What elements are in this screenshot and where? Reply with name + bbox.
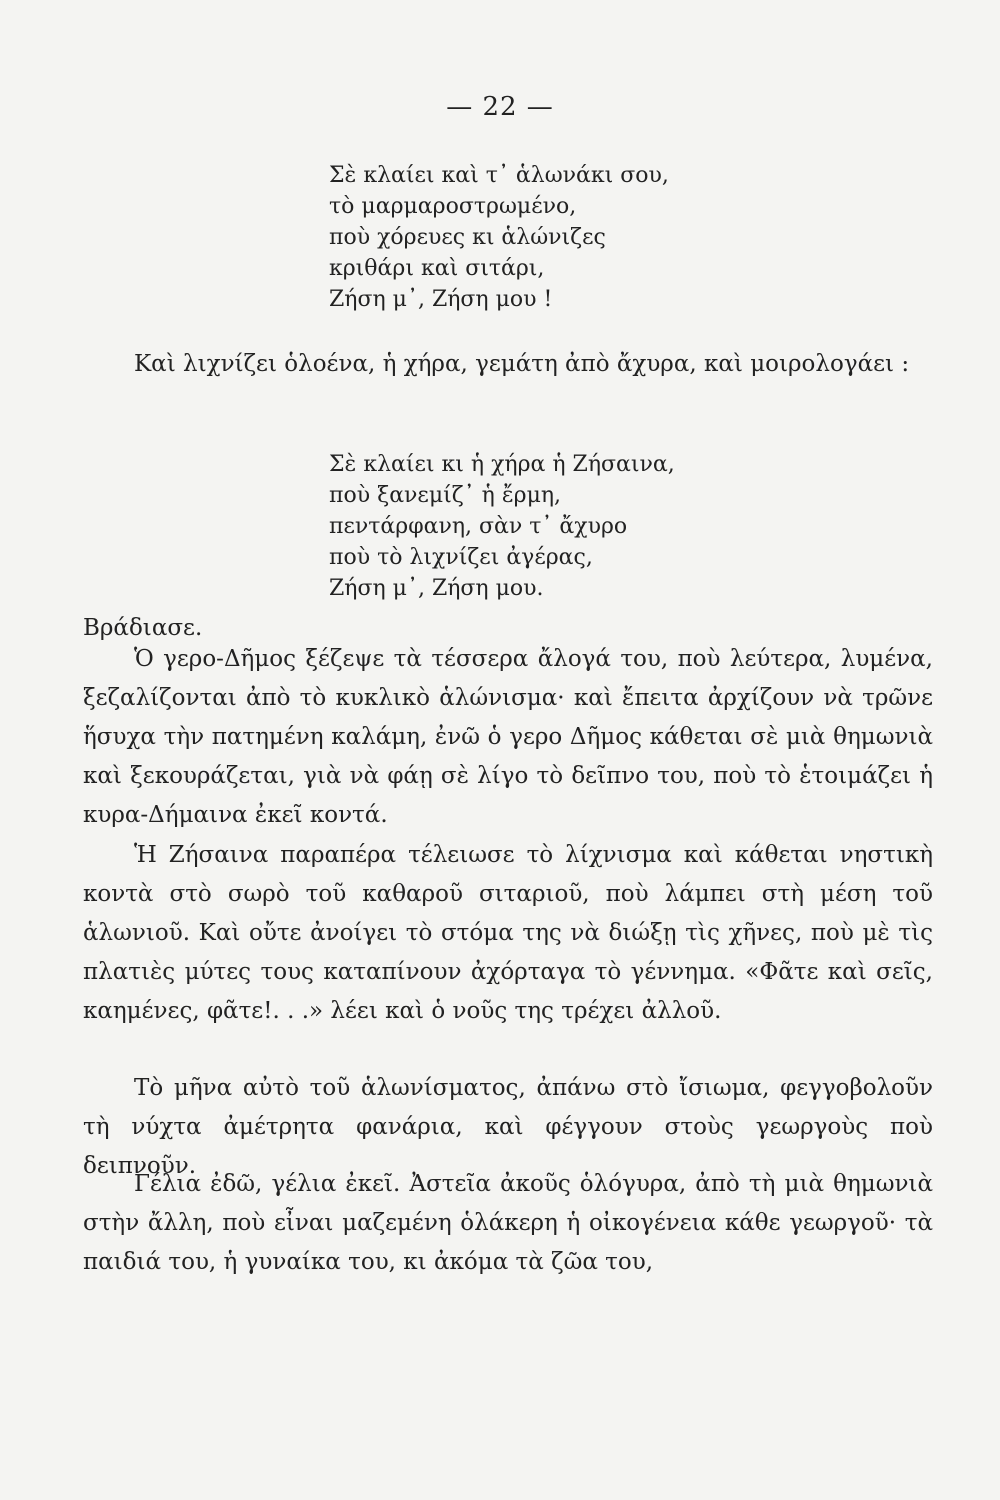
- verse-line: πεντάρφανη, σὰν τ᾿ ἄχυρο: [329, 514, 628, 539]
- body-paragraph: Ἡ Ζήσαινα παραπέρα τέλειωσε τὸ λίχνισμα καὶ κάθεται νηστικὴ κοντὰ στὸ σωρὸ τοῦ καθαροῦ σιταριοῦ, ποὺ λάμπει στὴ μέση τοῦ ἁλωνιοῦ. Καὶ οὔτε ἀνοίγει τὸ στόμα της νὰ διώξῃ τὶς χῆνες, ποὺ μὲ τὶς πλατιὲς μύτες τους καταπίνουν ἀχόρταγα τὸ γέννημα. «Φᾶτε καὶ σεῖς, καημένες, φᾶτε!. . .» λέει καὶ ὁ νοῦς της τρέχει ἀλλοῦ.: [83, 842, 933, 1024]
- intro-paragraph: Καὶ λιχνίζει ὁλοένα, ἡ χήρα, γεμάτη ἀπὸ ἄχυρα, καὶ μοιρολογάει :: [134, 351, 910, 377]
- body-paragraph: Ὁ γερο-Δῆμος ξέζεψε τὰ τέσσερα ἄλογά του, ποὺ λεύτερα, λυμένα, ξεζαλίζονται ἀπὸ τὸ κυκλικὸ ἁλώνισμα· καὶ ἔπειτα ἀρχίζουν νὰ τρῶνε ἥσυχα τὴν πατημένη καλάμη, ἐνῶ ὁ γερο Δῆμος κάθεται σὲ μιὰ θημωνιὰ καὶ ξεκουράζεται, γιὰ νὰ φάῃ σὲ λίγο τὸ δεῖπνο του, ποὺ τὸ ἑτοιμάζει ἡ κυρα-Δήμαινα ἐκεῖ κοντά.: [83, 646, 933, 828]
- verse-line: Σὲ κλαίει καὶ τ᾿ ἁλωνάκι σου,: [329, 163, 669, 188]
- section-line: Βράδιασε.: [83, 615, 203, 641]
- verse-stanza-2: [329, 449, 675, 604]
- body-paragraph: Τὸ μῆνα αὐτὸ τοῦ ἁλωνίσματος, ἀπάνω στὸ ἴσιωμα, φεγγοβολοῦν τὴ νύχτα ἀμέτρητα φανάρια, καὶ φέγγουν στοὺς γεωργοὺς ποὺ δειπνοῦν.: [83, 1075, 933, 1179]
- verse-line: Ζήση μ᾿, Ζήση μου !: [329, 287, 553, 312]
- page-number: — 22 —: [446, 92, 554, 122]
- verse-line: ποὺ τὸ λιχνίζει ἀγέρας,: [329, 545, 593, 570]
- verse-line: ποὺ χόρευες κι ἁλώνιζες: [329, 225, 606, 250]
- body-paragraph: Γέλια ἐδῶ, γέλια ἐκεῖ. Ἀστεῖα ἀκοῦς ὁλόγυρα, ἀπὸ τὴ μιὰ θημωνιὰ στὴν ἄλλη, ποὺ εἶναι μαζεμένη ὁλάκερη ἡ οἰκογένεια κάθε γεωργοῦ· τὰ παιδιά του, ἡ γυναίκα του, κι ἀκόμα τὰ ζῶα του,: [83, 1171, 933, 1275]
- verse-line: Σὲ κλαίει κι ἡ χήρα ἡ Ζήσαινα,: [329, 452, 675, 477]
- verse-line: κριθάρι καὶ σιτάρι,: [329, 256, 545, 281]
- verse-line: ποὺ ξανεμίζ᾿ ἡ ἔρμη,: [329, 483, 562, 508]
- verse-stanza-1: [329, 160, 669, 315]
- verse-line: τὸ μαρμαροστρωμένο,: [329, 194, 577, 219]
- verse-line: Ζήση μ᾿, Ζήση μου.: [329, 576, 544, 601]
